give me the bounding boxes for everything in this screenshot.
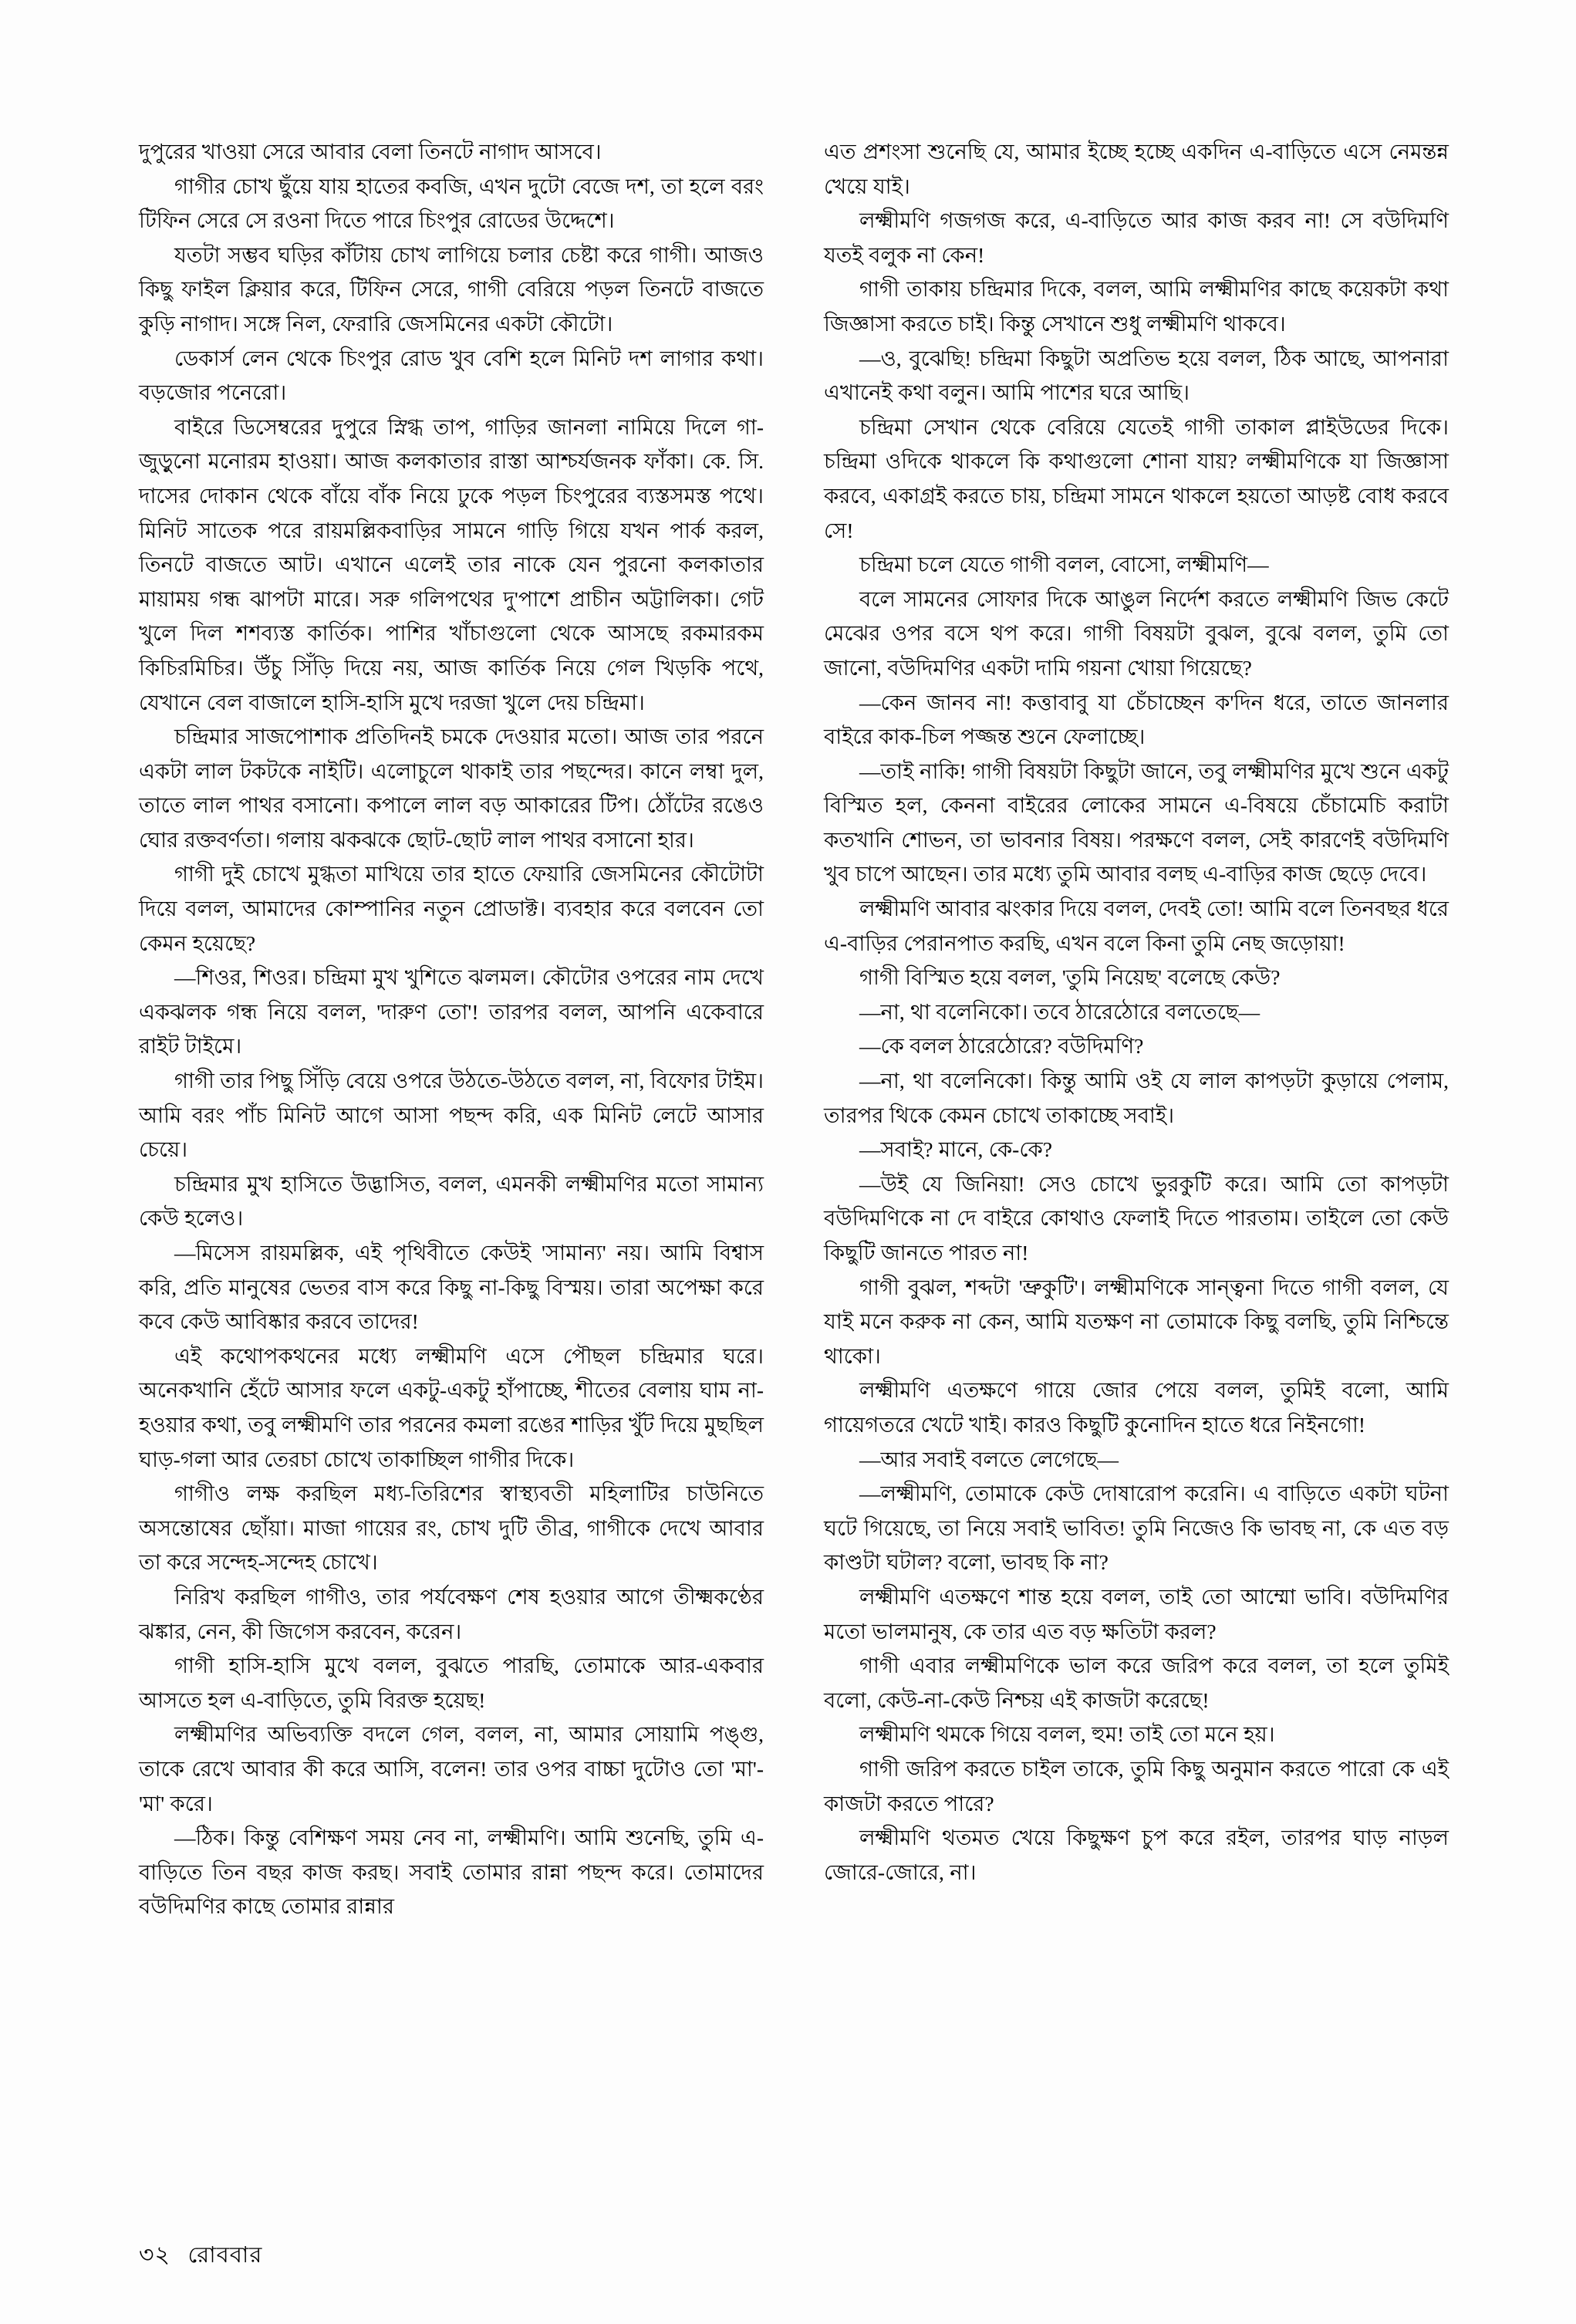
paragraph: —আর সবাই বলতে লেগেছে— <box>859 1447 1119 1471</box>
paragraph: গাগীর চোখ ছুঁয়ে যায় হাতের কবজি, এখন দুটো বেজে দশ, তা হলে বরং টিফিন সেরে সে রওনা দিতে পারে চিংপুর রোডের উদ্দেশে। <box>139 174 764 233</box>
page-number: ৩২ <box>139 2242 171 2268</box>
paragraph: —শিওর, শিওর। চন্দ্রিমা মুখ খুশিতে ঝলমল। কৌটোর ওপরের নাম দেখে একঝলক গন্ধ নিয়ে বলল, 'দারুণ তো'! তারপর বলল, আপনি একেবারে রাইট টাইমে। <box>139 965 764 1059</box>
paragraph: —কেন জানব না! কত্তাবাবু যা চেঁচাচ্ছেন ক'দিন ধরে, তাতে জানলার বাইরে কাক-চিল পজ্জন্ত শুনে ফেলাচ্ছে। <box>824 690 1449 749</box>
paragraph: —সবাই? মানে, কে-কে? <box>859 1137 1052 1162</box>
two-column-layout <box>139 135 1450 1924</box>
paragraph: লক্ষ্মীমণি থমকে গিয়ে বলল, হুম! তাই তো মনে হয়। <box>859 1722 1275 1747</box>
paragraph: নিরিখ করছিল গাগীও, তার পর্যবেক্ষণ শেষ হওয়ার আগে তীক্ষ্মকণ্ঠের ঝঙ্কার, নেন, কী জিগেস করবেন, করেন। <box>139 1584 764 1643</box>
paragraph: বাইরে ডিসেম্বরের দুপুরে স্নিগ্ধ তাপ, গাড়ির জানলা নামিয়ে দিলে গা-জুড়ুনো মনোরম হাওয়া। আজ কলকাতার রাস্তা আশ্চর্যজনক ফাঁকা। কে. সি. দাসের দোকান থেকে বাঁয়ে বাঁক নিয়ে ঢুকে পড়ল চিংপুরের ব্যস্তসমস্ত পথে। মিনিট সাতেক পরে রায়মল্লিকবাড়ির সামনে গাড়ি গিয়ে যখন পার্ক করল, তিনটে বাজতে আট। এখানে এলেই তার নাকে যেন পুরনো কলকাতার মায়াময় গন্ধ ঝাপটা মারে। সরু গলিপথের দু'পাশে প্রাচীন অট্টালিকা। গেট খুলে দিল শশব্যস্ত কার্তিক। পাশির খাঁচাগুলো থেকে আসছে রকমারকম কিচিরমিচির। উঁচু সিঁড়ি দিয়ে নয়, আজ কার্তিক নিয়ে গেল খিড়কি পথে, যেখানে বেল বাজালে হাসি-হাসি মুখে দরজা খুলে দেয় চন্দ্রিমা। <box>139 414 764 714</box>
right-column <box>824 135 1449 1924</box>
paragraph: গাগী দুই চোখে মুগ্ধতা মাখিয়ে তার হাতে ফেয়ারি জেসমিনের কৌটোটা দিয়ে বলল, আমাদের কোম্পানির নতুন প্রোডাক্ট। ব্যবহার করে বলবেন তো কেমন হয়েছে? <box>139 862 764 955</box>
paragraph: লক্ষ্মীমণি আবার ঝংকার দিয়ে বলল, দেবই তো! আমি বলে তিনবছর ধরে এ-বাড়ির পেরানপাত করছি, এখন বলে কিনা তুমি নেছ জড়োয়া! <box>824 897 1449 955</box>
paragraph: গাগী তাকায় চন্দ্রিমার দিকে, বলল, আমি লক্ষ্মীমণির কাছে কয়েকটা কথা জিজ্ঞাসা করতে চাই। কিন্তু সেখানে শুধু লক্ষ্মীমণি থাকবে। <box>824 277 1449 336</box>
paragraph: —না, থা বলেনিকো। কিন্তু আমি ওই যে লাল কাপড়টা কুড়ায়ে পেলাম, তারপর থিকে কেমন চোখে তাকাচ্ছে সবাই। <box>824 1069 1449 1127</box>
paragraph: —ঠিক। কিন্তু বেশিক্ষণ সময় নেব না, লক্ষ্মীমণি। আমি শুনেছি, তুমি এ-বাড়িতে তিন বছর কাজ করছ। সবাই তোমার রান্না পছন্দ করে। তোমাদের বউদিমণির কাছে তোমার রান্নার <box>139 1826 764 1919</box>
paragraph: দুপুরের খাওয়া সেরে আবার বেলা তিনটে নাগাদ আসবে। <box>139 140 602 164</box>
paragraph: —উই যে জিনিয়া! সেও চোখে ভুরকুটি করে। আমি তো কাপড়টা বউদিমণিকে না দে বাইরে কোথাও ফেলাই দিতে পারতাম। তাইলে তো কেউ কিছুটি জানতে পারত না! <box>824 1171 1449 1265</box>
paragraph: —ও, বুঝেছি! চন্দ্রিমা কিছুটা অপ্রতিভ হয়ে বলল, ঠিক আছে, আপনারা এখানেই কথা বলুন। আমি পাশের ঘরে আছি। <box>824 346 1449 405</box>
paragraph: —লক্ষ্মীমণি, তোমাকে কেউ দোষারোপ করেনি। এ বাড়িতে একটা ঘটনা ঘটে গিয়েছে, তা নিয়ে সবাই ভাবিত! তুমি নিজেও কি ভাবছ না, কে এত বড় কাণ্ডটা ঘটাল? বলো, ভাবছ কি না? <box>824 1481 1449 1575</box>
paragraph: লক্ষ্মীমণি এতক্ষণে শান্ত হয়ে বলল, তাই তো আম্মো ভাবি। বউদিমণির মতো ভালমানুষ, কে তার এত বড় ক্ষতিটা করল? <box>824 1584 1449 1643</box>
paragraph: এই কথোপকথনের মধ্যে লক্ষ্মীমণি এসে পৌছল চন্দ্রিমার ঘরে। অনেকখানি হেঁটে আসার ফলে একটু-একটু হাঁপাচ্ছে, শীতের বেলায় ঘাম না-হওয়ার কথা, তবু লক্ষ্মীমণি তার পরনের কমলা রঙের শাড়ির খুঁট দিয়ে মুছছিল ঘাড়-গলা আর তেরচা চোখে তাকাচ্ছিল গাগীর দিকে। <box>139 1343 764 1471</box>
paragraph: লক্ষ্মীমণি এতক্ষণে গায়ে জোর পেয়ে বলল, তুমিই বলো, আমি গায়েগতরে খেটে খাই। কারও কিছুটি কুনোদিন হাতে ধরে নিইনগো! <box>824 1378 1449 1437</box>
paragraph: গাগী এবার লক্ষ্মীমণিকে ভাল করে জরিপ করে বলল, তা হলে তুমিই বলো, কেউ-না-কেউ নিশ্চয় এই কাজটা করেছে! <box>824 1653 1449 1712</box>
paragraph: গাগী বিস্মিত হয়ে বলল, 'তুমি নিয়েছ' বলেছে কেউ? <box>859 965 1281 990</box>
paragraph: —মিসেস রায়মল্লিক, এই পৃথিবীতে কেউই 'সামান্য' নয়। আমি বিশ্বাস করি, প্রতি মানুষের ভেতর বাস করে কিছু না-কিছু বিস্ময়। তারা অপেক্ষা করে কবে কেউ আবিষ্কার করবে তাদের! <box>139 1241 764 1334</box>
paragraph: বলে সামনের সোফার দিকে আঙুল নির্দেশ করতে লক্ষ্মীমণি জিভ কেটে মেঝের ওপর বসে থপ করে। গাগী বিষয়টা বুঝল, বুঝে বলল, তুমি তো জানো, বউদিমণির একটা দামি গয়না খোয়া গিয়েছে? <box>824 586 1449 680</box>
paragraph: ডেকার্স লেন থেকে চিংপুর রোড খুব বেশি হলে মিনিট দশ লাগার কথা। বড়জোর পনেরো। <box>139 346 764 405</box>
paragraph: —না, থা বলেনিকো। তবে ঠারেঠোরে বলতেছে— <box>859 999 1260 1024</box>
page-text-area <box>139 135 1450 2203</box>
paragraph: চন্দ্রিমা চলে যেতে গাগী বলল, বোসো, লক্ষ্মীমণি— <box>859 552 1269 577</box>
paragraph: যতটা সম্ভব ঘড়ির কাঁটায় চোখ লাগিয়ে চলার চেষ্টা করে গাগী। আজও কিছু ফাইল ক্লিয়ার করে, টিফিন সেরে, গাগী বেরিয়ে পড়ল তিনটে বাজতে কুড়ি নাগাদ। সঙ্গে নিল, ফেরারি জেসমিনের একটা কৌটো। <box>139 242 764 336</box>
paragraph: লক্ষ্মীমণি গজগজ করে, এ-বাড়িতে আর কাজ করব না! সে বউদিমণি যতই বলুক না কেন! <box>824 208 1449 267</box>
paragraph: চন্দ্রিমার মুখ হাসিতে উদ্ভাসিত, বলল, এমনকী লক্ষ্মীমণির মতো সামান্য কেউ হলেও। <box>139 1171 764 1231</box>
paragraph: চন্দ্রিমার সাজপোশাক প্রতিদিনই চমকে দেওয়ার মতো। আজ তার পরনে একটা লাল টকটকে নাইটি। এলোচুলে থাকাই তার পছন্দের। কানে লম্বা দুল, তাতে লাল পাথর বসানো। কপালে লাল বড় আকারের টিপ। ঠোঁটের রঙেও ঘোর রক্তবর্ণতা। গলায় ঝকঝকে ছোট-ছোট লাল পাথর বসানো হার। <box>139 725 764 852</box>
paragraph: গাগী জরিপ করতে চাইল তাকে, তুমি কিছু অনুমান করতে পারো কে এই কাজটা করতে পারে? <box>824 1756 1449 1816</box>
paragraph: লক্ষ্মীমণি থতমত খেয়ে কিছুক্ষণ চুপ করে রইল, তারপর ঘাড় নাড়ল জোরে-জোরে, না। <box>824 1826 1449 1884</box>
paragraph: —কে বলল ঠারেঠোরে? বউদিমণি? <box>859 1034 1144 1059</box>
paragraph: এত প্রশংসা শুনেছি যে, আমার ইচ্ছে হচ্ছে একদিন এ-বাড়িতে এসে নেমন্তন্ন খেয়ে যাই। <box>824 140 1449 198</box>
paragraph: গাগী হাসি-হাসি মুখে বলল, বুঝতে পারছি, তোমাকে আর-একবার আসতে হল এ-বাড়িতে, তুমি বিরক্ত হয়েছ! <box>139 1653 764 1712</box>
page-footer <box>139 2241 262 2269</box>
paragraph: চন্দ্রিমা সেখান থেকে বেরিয়ে যেতেই গাগী তাকাল প্লাইউডের দিকে। চন্দ্রিমা ওদিকে থাকলে কি কথাগুলো শোনা যায়? লক্ষ্মীমণিকে যা জিজ্ঞাসা করবে, একাগ্রই করতে চায়, চন্দ্রিমা সামনে থাকলে হয়তো আড়ষ্ট বোধ করবে সে! <box>824 414 1449 542</box>
left-column <box>139 135 764 1924</box>
paragraph: —তাই নাকি! গাগী বিষয়টা কিছুটা জানে, তবু লক্ষ্মীমণির মুখে শুনে একটু বিস্মিত হল, কেননা বাইরের লোকের সামনে এ-বিষয়ে চেঁচামেচি করাটা কতখানি শোভন, তা ভাবনার বিষয়। পরক্ষণে বলল, সেই কারণেই বউদিমণি খুব চাপে আছেন। তার মধ্যে তুমি আবার বলছ এ-বাড়ির কাজ ছেড়ে দেবে। <box>824 758 1449 887</box>
paragraph: গাগী তার পিছু সিঁড়ি বেয়ে ওপরে উঠতে-উঠতে বলল, না, বিফোর টাইম। আমি বরং পাঁচ মিনিট আগে আসা পছন্দ করি, এক মিনিট লেটে আসার চেয়ে। <box>139 1069 764 1162</box>
paragraph: গাগী বুঝল, শব্দটা 'ভ্রুকুটি'। লক্ষ্মীমণিকে সান্ত্বনা দিতে গাগী বলল, যে যাই মনে করুক না কেন, আমি যতক্ষণ না তোমাকে কিছু বলছি, তুমি নিশ্চিন্তে থাকো। <box>824 1275 1449 1368</box>
paragraph: গাগীও লক্ষ করছিল মধ্য-তিরিশের স্বাস্থ্যবতী মহিলাটির চাউনিতে অসন্তোষের ছোঁয়া। মাজা গায়ের রং, চোখ দুটি তীব্র, গাগীকে দেখে আবার তা করে সন্দেহ-সন্দেহ চোখে। <box>139 1481 764 1575</box>
magazine-name: রোববার <box>187 2243 263 2268</box>
paragraph: লক্ষ্মীমণির অভিব্যক্তি বদলে গেল, বলল, না, আমার সোয়ামি পঙ্গু, তাকে রেখে আবার কী করে আসি, বলেন! তার ওপর বাচ্চা দুটোও তো 'মা'-'মা' করে। <box>139 1722 764 1816</box>
